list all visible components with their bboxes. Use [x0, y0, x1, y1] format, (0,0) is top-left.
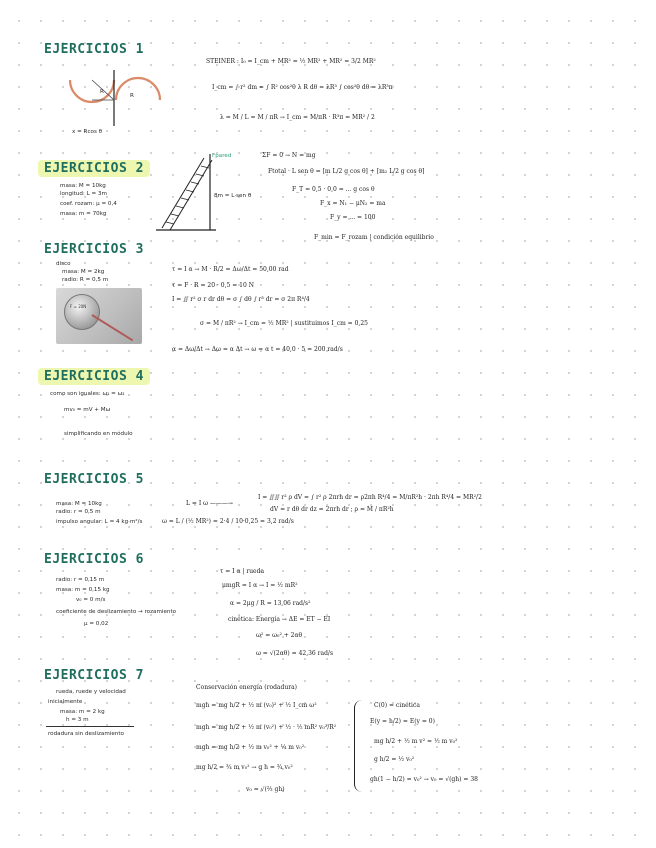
position-note: x = Rcos θ [72, 129, 103, 135]
formula-2-3: F_T = 0,5 · 0,0 = ... g cos θ [292, 186, 375, 193]
brace-formula-1: C(0) = cinética [374, 702, 420, 709]
formula-7-1: Conservación energía (rodadura) [196, 684, 298, 691]
radius-label: R [100, 89, 104, 95]
note-3-2: masa: M = 2kg [62, 269, 105, 275]
formula-2-6: F_min = F_rozam | condición equilibrio [314, 234, 434, 241]
note-7-2: inicialmente [48, 699, 83, 705]
equation-brace [354, 700, 365, 792]
formula-5-3: I = ∬∬ r² ρ dV = ∫ r² ρ 2πrh dr = ρ2πh R⁴/4 = M/πR²h · 2πh R⁴/4 = MR²/2 [258, 494, 482, 501]
formula-6-2: μmgR = I α → I = ½ mR² [222, 582, 298, 589]
note-4-2: mv₀ = mV + Mω [64, 407, 111, 413]
note-7-3: masa: m = 2 kg [60, 709, 105, 715]
note-2-1: masa: M = 10kg [60, 183, 106, 189]
formula-3-3: I = ∬ r² σ r dr dθ = σ ∫ dθ ∫ r³ dr = σ 2π R⁴/4 [172, 296, 310, 303]
section-title-5: EJERCICIOS 5 [44, 472, 144, 487]
formula-6-1: τ = I α | rueda [220, 568, 265, 575]
formula-6-4: cinética: Energía → ΔE = ET − EI [228, 616, 331, 623]
section-title-1: EJERCICIOS 1 [44, 42, 144, 57]
wall-force-label: Fpared [212, 153, 232, 159]
note-2-4: masa: m = 70kg [60, 211, 107, 217]
note-6-1: radio: r = 0,15 m [56, 577, 105, 583]
formula-5-1: L = I ω ———→ [186, 500, 233, 507]
formula-3-4: σ = M / πR² → I_cm = ½ MR² | sustituimos I_cm = 0,25 [200, 320, 368, 327]
formula-2-4: F_x = N₁ − μN₂ = ma [320, 200, 386, 207]
formula-7-4: mgh = mg h/2 + ½ m v₀² + ¼ m v₀² [196, 744, 305, 751]
section-title-2: EJERCICIOS 2 [38, 160, 150, 177]
note-2-2: longitud: L = 3m [60, 191, 107, 197]
ladder-diagram [152, 152, 222, 234]
note-7-4: h = 3 m [66, 717, 89, 723]
height-label: 8m = L·sen θ [214, 193, 252, 199]
formula-5-2: ω = L / (½ MR²) = 2·4 / 10·0,25 = 3,2 rad/s [162, 518, 294, 525]
photo-force-label: F = 20N [70, 304, 87, 309]
formula-3-5: α = Δω/Δt → Δω = α Δt → ω = α t = 40,0 · 5 = 200 rad/s [172, 346, 343, 353]
formula-3-1: τ = I α → M · R/2 = Δω/Δt = 50,00 rad [172, 266, 289, 273]
note-5-2: radio: r = 0,5 m [56, 509, 101, 515]
formula-1-2: I_cm = ∫ r² dm = ∫ R² cos²θ λ R dθ = λR³ ∫ cos²θ dθ = λR³π [212, 84, 393, 91]
brace-formula-5: gh(1 − h/2) = v₀² → v₀ = √(gh) = 38 [370, 776, 478, 783]
brace-formula-3: mg h/2 + ½ m v² = ½ m v₀² [374, 738, 458, 745]
note-4-3: simplificando en módulo [64, 431, 133, 437]
note-4-1: como son iguales: ω₁ = ω₂ [50, 391, 125, 397]
note-5-3: impulso angular: L = 4 kg·m²/s [56, 519, 143, 525]
note-6-4: coeficiente de deslizamiento → rozamiento [56, 609, 177, 615]
formula-6-6: ω = √(2αθ) = 42,36 rad/s [256, 650, 334, 657]
note-6-5: μ = 0,02 [84, 621, 109, 627]
formula-2-2: Ftotal · L sen θ = [m L/2 g cos θ] + [m₂ L/2 g cos θ] [268, 168, 425, 175]
semicircle-diagram [64, 70, 164, 130]
note-3-1: disco [56, 261, 71, 267]
disk-image [64, 294, 100, 330]
string-line [91, 314, 133, 341]
formula-6-3: α = 2μg / R = 13,06 rad/s² [230, 600, 311, 607]
disk-photo [56, 288, 142, 344]
formula-5-4: dV = r dθ dr dz = 2πrh dr ; ρ = M / πR²h [270, 506, 394, 513]
section-title-6: EJERCICIOS 6 [44, 552, 144, 567]
formula-7-5: mg h/2 = ¾ m v₀² → g h = ¾ v₀² [196, 764, 293, 771]
brace-formula-4: g h/2 = ½ v₀² [374, 756, 415, 763]
note-2-3: coef. rozam: μ = 0,4 [60, 201, 117, 207]
section-title-7: EJERCICIOS 7 [44, 668, 144, 683]
formula-1-1: STEINER : I₀ = I_cm + MR² = ½ MR² + MR² = 3/2 MR² [206, 58, 376, 65]
note-5-1: masa: M = 10kg [56, 501, 102, 507]
section-title-4: EJERCICIOS 4 [38, 368, 150, 385]
note-6-2: masa: m = 0,15 kg [56, 587, 110, 593]
note-7-1: rueda, ruede y velocidad [56, 689, 126, 695]
formula-7-6: v₀ = √(⅔ gh) [246, 786, 285, 793]
formula-3-2: τ = F · R = 20 · 0,5 = 10 N [172, 282, 254, 289]
formula-2-5: F_y = ... = 100 [330, 214, 376, 221]
note-6-3: v₀ = 0 m/s [76, 597, 106, 603]
formula-6-5: ω² = ω₀² + 2αθ [256, 632, 303, 639]
brace-formula-2: E(y = h/2) = E(y = 0) [370, 718, 435, 725]
formula-1-3: λ = M / L = M / πR → I_cm = M/πR · R³π = MR² / 2 [220, 114, 375, 121]
note-3-3: radio: R = 0,5 m [62, 277, 109, 283]
note-7-5: rodadura sin deslizamiento [48, 731, 124, 737]
divider [46, 726, 134, 727]
formula-2-1: ΣF = 0 → N = mg [262, 152, 316, 159]
formula-7-2: mgh = mg h/2 + ½ m (v₀)² + ½ I_cm ω² [196, 702, 317, 709]
section-title-3: EJERCICIOS 3 [44, 242, 144, 257]
formula-7-3: mgh = mg h/2 + ½ m (v₀²) + ½ · ½ mR² v₀²/R² [196, 724, 337, 731]
radius-label-2: R [130, 93, 134, 99]
